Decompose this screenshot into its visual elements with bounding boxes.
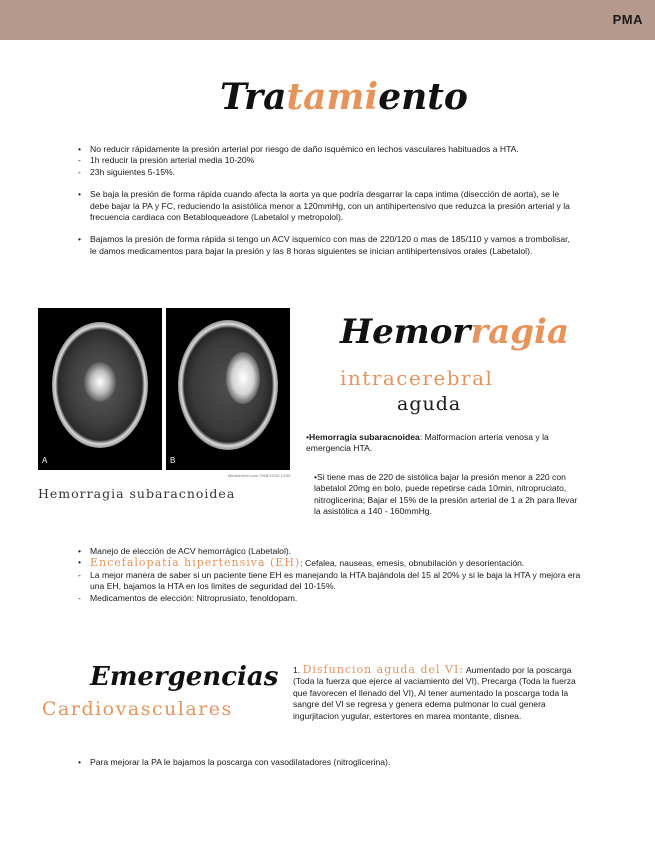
list-item: - La mejor manera de saber si un paciente tiene EH es manejando la HTA bajándola del 15 al 20% y si le baja la HTA y mejora era una EH, bajamos la HTA en los limites de seguridad del 10-15%.	[78, 570, 588, 593]
list-item-text: Bajamos la presión de forma rápida si tengo un ACV isquemico con mas de 220/120 o mas de 185/110 y vamos a trombolisar, le damos medicamentos para bajar la presión y las 8 horas siguientes se inician antihipertensivos orales (Labetalol).	[90, 234, 570, 256]
ct-scan-image-a	[38, 308, 162, 470]
image-credit: Medicinenet.com 2008/10/20 13:56	[228, 473, 291, 478]
bullet-marker: •	[78, 189, 82, 200]
list-item-text: Se baja la presión de forma rápida cuando afecta la aorta ya que podría desgarrar la capa intima (disección de aorta), se le debe bajar la PA y FC, reduciendo la asistólica menor a 120mmHg, con un antihipertensivo que reduzca la presión arterial y la frecuencia cardiaca con Betabloqueadore (Labetalol y metropolol).	[90, 189, 570, 223]
list-item-text: No reducir rápidamente la presión arterial por riesgo de daño isquémico en lechos vasculares habituados a HTA.	[90, 144, 519, 154]
list-item-text: La mejor manera de saber si un paciente tiene EH es manejando la HTA bajándola del 15 al 20% y si le baja la HTA y mejora era una EH, bajamos la HTA en los limites de seguridad del 10-15%.	[90, 569, 581, 592]
disfuncion-text: Aumentado por la poscarga (Toda la fuerza que ejerce al vaciamiento del VI), Precarga (Toda la fuerza que favorecen el llenado del VI), Al tener aumentado la poscarga toda la sangre del VI se regresa y genera edema pulmonar lo cual genera ingurjitacion yugular, estertores en marea montante, disnea.	[293, 665, 576, 721]
hemorragia-subtitle: intracerebral	[340, 366, 494, 390]
disfuncion-term: Disfuncion aguda del VI:	[302, 663, 465, 676]
list-item	[78, 144, 578, 155]
emergencias-subtitle: Cardiovasculares	[42, 698, 233, 720]
ct-scan-image-b	[166, 308, 290, 470]
image-label-b: B	[170, 456, 176, 465]
hemorragia-definition: •Hemorragia subaracnoidea: Malformacion arteria venosa y la emergencia HTA.	[306, 432, 549, 454]
tratamiento-list	[78, 144, 578, 257]
list-item	[78, 189, 578, 223]
list-item: • Encefalopatía hipertensiva (EH): Cefalea, nauseas, emesis, obnubilación y desorientación.	[78, 556, 525, 570]
bullet-marker: •	[78, 234, 82, 245]
emergencias-title: Emergencias	[90, 662, 279, 692]
list-item-text: : Cefalea, nauseas, emesis, obnubilación y desorientación.	[300, 558, 525, 569]
list-item	[78, 234, 578, 257]
final-list	[78, 757, 588, 768]
bullet-marker: •	[78, 144, 82, 154]
disfuncion-item	[293, 664, 583, 722]
list-item	[78, 155, 578, 166]
bullet-marker: -	[78, 155, 81, 166]
title-accent: ragia	[470, 312, 569, 352]
title-part: Tra	[220, 76, 287, 118]
encefalopatia-term: Encefalopatía hipertensiva (EH)	[90, 556, 301, 570]
top-bar	[0, 0, 655, 40]
acv-list	[78, 546, 588, 604]
title-part: ento	[378, 76, 468, 118]
hemorragia-treatment: •Si tiene mas de 220 de sistólica bajar la presión menor a 220 con labetalol 20mg en bolo, puede repetirse cada 10min, nitropruciato, nitroglicerina; Bajar el 15% de la presión arterial de 1 a 2h para llevar la asistólica a 140 - 160mmHg.	[314, 472, 578, 517]
tratamiento-title	[220, 76, 468, 118]
list-item-text: Para mejorar la PA le bajamos la poscarga con vasodilatadores (nitroglicerina).	[90, 757, 391, 767]
list-item: • Manejo de elección de ACV hemorrágico (Labetalol).	[78, 546, 588, 557]
header-tag: PMA	[612, 12, 643, 27]
title-accent: tami	[286, 76, 379, 118]
list-item: • Para mejorar la PA le bajamos la poscarga con vasodilatadores (nitroglicerina).	[78, 757, 588, 768]
image-label-a: A	[42, 456, 48, 465]
list-item-text: 23h siguientes 5-15%.	[90, 166, 176, 177]
hemorragia-title	[340, 312, 569, 352]
title-part: Hemor	[340, 312, 471, 352]
image-caption: Hemorragia subaracnoidea	[38, 486, 236, 501]
bullet-marker: -	[78, 166, 81, 177]
definition-text: : Malformacion arteria venosa y la emergencia HTA.	[306, 432, 549, 454]
list-item-text: Manejo de elección de ACV hemorrágico (Labetalol).	[90, 546, 292, 556]
list-item: - Medicamentos de elección: Nitroprusiato, fenoldopam.	[78, 593, 588, 604]
list-item-text: Medicamentos de elección: Nitroprusiato, fenoldopam.	[90, 592, 298, 603]
list-item	[78, 167, 578, 178]
item-number: 1.	[293, 665, 301, 675]
hemorragia-subtitle-2: aguda	[397, 393, 462, 415]
bleed-shape	[84, 362, 116, 402]
bleed-shape	[226, 352, 260, 404]
definition-term: Hemorragia subaracnoidea	[309, 432, 420, 442]
list-item-text: 1h reducir la presión arterial media 10-20%	[90, 155, 255, 166]
